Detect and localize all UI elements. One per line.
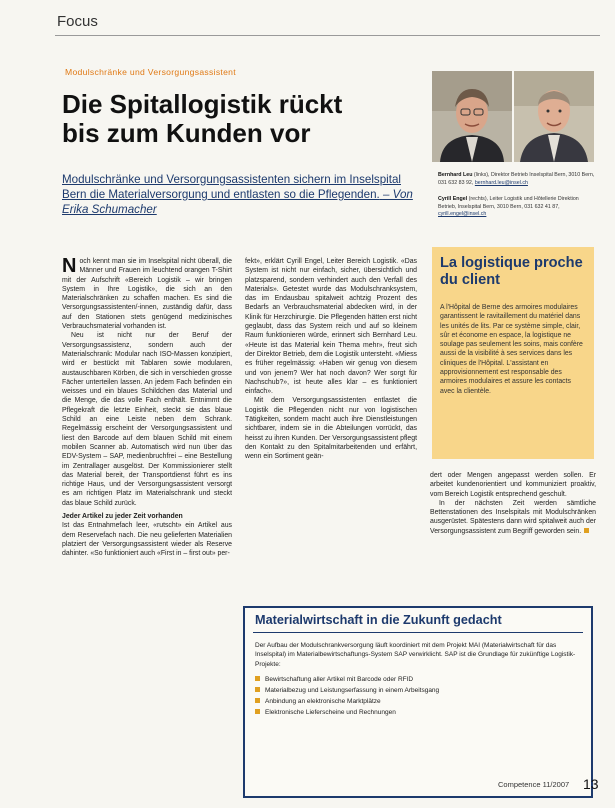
- lead-text: Modulschränke und Versorgungsassistenten sichern im Inselspital Bern die Materialversorgung und entlasten so die Pflegenden.: [62, 173, 401, 201]
- end-mark-icon: [584, 528, 589, 533]
- french-box-title: La logistique proche du client: [440, 255, 583, 288]
- box-divider: [253, 632, 583, 633]
- paragraph-text: In der nächsten Zeit werden sämtliche Bettenstationen des Inselspitals mit Modulschränken ausgerüstet. Spätestens dann wird spitalweit auch der Versorgungsassistent zum Begriff geworden sein.: [430, 499, 596, 535]
- materialwirtschaft-box-title: Materialwirtschaft in die Zukunft gedacht: [255, 613, 502, 627]
- caption-name: Cyrill Engel: [438, 196, 468, 202]
- paragraph: dert oder Mengen angepasst werden sollen. Er arbeitet kundenorientiert und kommuniziert proaktiv, vom Bereich Logistik entsprechend geschult.: [430, 472, 596, 498]
- caption-bernhard-leu: [438, 172, 596, 187]
- list-item-text: Bewirtschaftung aller Artikel mit Barcode oder RFID: [265, 676, 414, 684]
- caption-email[interactable]: cyrill.engel@insel.ch: [438, 211, 487, 218]
- caption-email[interactable]: bernhard.leu@insel.ch: [474, 179, 528, 186]
- section-label: Focus: [57, 13, 98, 30]
- caption-cyrill-engel: [438, 196, 596, 219]
- french-summary-box: [432, 247, 594, 459]
- paragraph: [62, 257, 232, 331]
- headline-line-2: bis zum Kunden vor: [62, 118, 311, 148]
- list-item: [255, 675, 591, 686]
- byline: – Von Erika Schumacher: [62, 188, 413, 216]
- bullet-square-icon: [255, 687, 260, 692]
- list-item: [255, 686, 591, 697]
- list-item-text: Anbindung an elektronische Marktplätze: [265, 697, 381, 705]
- body-column-1: [62, 257, 232, 559]
- page-number: 13: [583, 776, 599, 792]
- caption-text: (links), Direktor Betrieb Inselspital Bern, 3010 Bern, 031 632 83 92,: [438, 172, 595, 186]
- kicker: Modulschränke und Versorgungsassistent: [65, 67, 236, 77]
- headline: [62, 90, 412, 148]
- portrait-bernhard-leu: [432, 71, 512, 162]
- materialwirtschaft-box-text: Der Aufbau der Modulschrankversorgung läuft koordiniert mit dem Projekt MAI (Materialwirtschaft für das Inselspital) im Materialbewirtschaftungs-System SAP verwirklicht. SAP ist die Grundlage für zukünftige Logistik-Projekte:: [255, 642, 576, 668]
- paragraph: Mit dem Versorgungsassistenten entlastet die Logistik die Pflegenden nicht nur von logistischen Tätigkeiten, sondern macht auch ihre Dienstleistungen sichtbarer, indem sie in die Abteilungen vorrückt, das heisst zu ihren Kunden. Der Versorgungsassistent pflegt den Kontakt zu den Spitalmitarbeitenden und erfährt, wenn ein Sortiment geän-: [245, 397, 417, 461]
- caption-name: Bernhard Leu: [438, 172, 473, 178]
- paragraph: Ist das Entnahmefach leer, «rutscht» ein Artikel aus dem Reservefach nach. Die neu gelieferten Materialien platziert der Versorgungsassistent wieder als Reserve dahinter. «So funktioniert auch «First in – first out» per-: [62, 522, 232, 558]
- footer-publication: Competence 11/2007: [498, 780, 570, 789]
- top-rule: [55, 35, 600, 36]
- paragraph-text: och kennt man sie im Inselspital nicht überall, die Männer und Frauen im leuchtend orangen T-Shirt mit der Aufschrift «Bereich Logistik – wir bringen System in Ihre Logistik», die sich an den Materialschränken zu schaffen machen. Es sind die Versorgungsassistenten/-innen, zuständig dafür, dass auf den Stationen stets genügend medizinisches Verbrauchsmaterial vorhanden ist.: [62, 258, 232, 331]
- french-box-text: A l'Hôpital de Berne des armoires modulaires garantissent le ravitaillement du matériel dans les unités de lits. Par ce système simple, clair, sûr et économe en espace, la logistique ne soulage pas seulement les soins, mais confère aussi de la visibilité à ses services dans les cliniques de l'Hôpital. L'assistant en approvisionnement est responsable des armoires modulaires et assure les contacts avec la clientèle.: [440, 304, 583, 395]
- materialwirtschaft-list: [255, 675, 591, 718]
- bullet-square-icon: [255, 698, 260, 703]
- list-item: [255, 697, 591, 708]
- paragraph: fekt», erklärt Cyrill Engel, Leiter Bereich Logistik. «Das System ist nicht nur einfach, sicher, übersichtlich und platzsparend, sondern verhindert auch den Verfall des Materials». Getestet wurde das Modulschranksystem, das im Endausbau spitalweit achtzig Prozent des Bedarfs an Verbrauchsmaterial abdecken wird, in der Klinik für Herzchirurgie. Die Pflegenden hätten erst nicht geglaubt, dass das System reich und auf so kleinem Raum funktionieren würde, erinnert sich Bernhard Leu. «Heute ist das Material kein Thema mehr», freut sich der Direktor Betrieb, dem die Logistik untersteht. «Miess es früher regelmässig: «Haben wir genug von diesem und von jenem? Wer hat noch davon? Wer sorgt für Nachschub?», ist heute alles klar – es funktioniert einfach».: [245, 258, 417, 396]
- paragraph: Neu ist nicht nur der Beruf der Versorgungsassistenz, sondern auch der Materialschrank: Modular nach ISO-Massen konzipiert, wird er bestückt mit Tablaren sowie modularen, austauschbaren Körben, die sich in verschieden grosse Fächer unterteilen lassen. An jedem Fach befinden ein weisses und ein blaues Schildchen das Material und die Menge, die das volle Fach enthält. Entnimmt die Pflegekraft die letzte Einheit, steckt sie das blaue Schild an eine Leiste neben dem Schrank. Regelmässig erscheint der Versorgungsassistent und liest den Barcode auf dem blauen Schild mit einem mobilen Scanner ab. Automatisch wird nun über das EDV-System – SAP, medienbruchfrei – eine Bestellung im Zentrallager ausgelöst. Der Kommissionierer stellt das Material bereit, der Transportdienst führt es ins richtige Haus, und der Versorgungsassistent versorgt es am richtigen Platz im Materialschrank und steckt das blaue Schild zurück.: [62, 332, 232, 507]
- materialwirtschaft-box: [243, 606, 593, 798]
- list-item-text: Materialbezug und Leistungserfassung in einem Arbeitsgang: [265, 687, 440, 695]
- bullet-square-icon: [255, 676, 260, 681]
- list-item-text: Elektronische Lieferscheine und Rechnungen: [265, 708, 396, 716]
- headline-line-1: Die Spitallogistik rückt: [62, 89, 343, 119]
- body-column-3: [430, 471, 596, 536]
- subheading: Jeder Artikel zu jeder Zeit vorhanden: [62, 513, 183, 521]
- body-column-2: [245, 257, 417, 462]
- caption-text: (rechts), Leiter Logistik und Hôtellerie Direktion Betrieb, Inselspital Bern, 3010 Bern, 031 632 41 87,: [438, 196, 579, 210]
- portrait-cyrill-engel: [514, 71, 594, 162]
- drop-cap: N: [62, 255, 77, 277]
- bullet-square-icon: [255, 709, 260, 714]
- lead-paragraph: [62, 172, 422, 217]
- paragraph: [430, 499, 596, 536]
- list-item: [255, 708, 591, 719]
